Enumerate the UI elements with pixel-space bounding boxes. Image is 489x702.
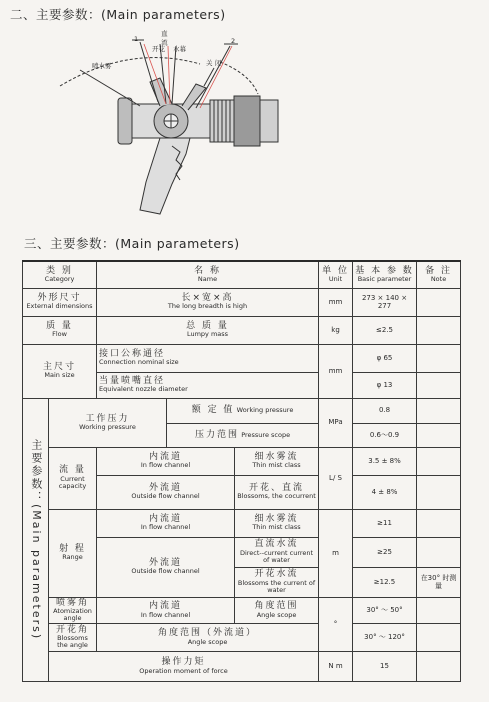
row-flow-mist-value: 3.5 ± 8%	[353, 447, 417, 475]
row-main-size-category: 主尺寸 Main size	[23, 344, 97, 398]
row-mass-name: 总 质 量 Lumpy mass	[97, 316, 319, 344]
row-external-category: 外形尺寸 External dimensions	[23, 288, 97, 316]
table-row	[23, 509, 461, 537]
table-row	[23, 344, 461, 372]
row-external-value: 273 × 140 × 277	[353, 288, 417, 316]
row-spray-angle-value: 30° ～ 50°	[353, 597, 417, 623]
row-flow-bloss-value: 4 ± 8%	[353, 475, 417, 509]
row-range-bloss-value: ≥12.5	[353, 567, 417, 597]
row-bloss-angle-value: 30° ～ 120°	[353, 623, 417, 651]
diagram-label-kaihua: 开花	[152, 45, 165, 53]
row-spray-category: 喷雾角 Atomization angle	[49, 597, 97, 623]
row-spray-note	[417, 597, 461, 623]
row-range-category: 射 程 Range	[49, 509, 97, 597]
row-range-mist-note	[417, 509, 461, 537]
row-main-size-unit: mm	[319, 344, 353, 398]
header-unit: 单 位 Unit	[319, 261, 353, 288]
diagram-label-shuimu: 水幕	[173, 45, 186, 53]
table-row	[23, 316, 461, 344]
row-mass-unit: kg	[319, 316, 353, 344]
row-range-mist-value: ≥11	[353, 509, 417, 537]
row-range-direct-value: ≥25	[353, 537, 417, 567]
main-parameters-table	[22, 260, 461, 682]
table-row	[23, 288, 461, 316]
row-flow-out-name: 外流道 Outside flow channel	[97, 475, 235, 509]
row-range-in-name: 内流道 In flow channel	[97, 509, 235, 537]
diagram-label-2: 2	[231, 37, 236, 45]
header-basic-parameter: 基 本 参 数 Basic parameter	[353, 261, 417, 288]
table-row	[23, 447, 461, 475]
row-force-unit: N m	[319, 651, 353, 681]
row-mass-note	[417, 316, 461, 344]
row-external-note	[417, 288, 461, 316]
row-external-name: 长×宽×高 The long breadth is high	[97, 288, 319, 316]
header-note: 备 注 Note	[417, 261, 461, 288]
row-connection-value: φ 65	[353, 344, 417, 372]
row-nozzle-value: φ 13	[353, 372, 417, 398]
table-row	[23, 623, 461, 651]
row-pressure-range-value: 0.6～0.9	[353, 423, 417, 447]
table-row	[23, 651, 461, 681]
diagram-label-guanbi: 关 闭	[206, 59, 222, 67]
row-range-bloss-name: 开花水流 Blossoms the current of water	[235, 567, 319, 597]
side-main-parameters-label: 主要参数：(Main parameters)	[23, 398, 49, 681]
row-force-note	[417, 651, 461, 681]
row-flow-unit: L/ S	[319, 447, 353, 509]
row-spray-angle-name: 角度范围 Angle scope	[235, 597, 319, 623]
row-external-unit: mm	[319, 288, 353, 316]
diagram-label-1: 1	[134, 35, 139, 43]
row-range-out-name: 外流道 Outside flow channel	[97, 537, 235, 597]
section-heading-mid: 三、主要参数：(Main parameters)	[24, 236, 240, 251]
header-category: 类 别 Category	[23, 261, 97, 288]
row-force-value: 15	[353, 651, 417, 681]
row-nozzle-note	[417, 372, 461, 398]
table-row	[23, 597, 461, 623]
row-flow-category: 流 量 Current capacity	[49, 447, 97, 509]
row-range-direct-note	[417, 537, 461, 567]
section-heading-top: 二、主要参数：(Main parameters)	[10, 7, 226, 22]
table-row	[23, 398, 461, 423]
row-pressure-range-note	[417, 423, 461, 447]
table-header-row	[23, 261, 461, 288]
row-range-bloss-note: 在30° 时测量	[417, 567, 461, 597]
row-pressure-unit: MPa	[319, 398, 353, 447]
row-flow-in-name: 内流道 In flow channel	[97, 447, 235, 475]
row-pressure-rated-note	[417, 398, 461, 423]
row-connection-note	[417, 344, 461, 372]
row-range-mist-name: 细水雾流 Thin mist class	[235, 509, 319, 537]
row-pressure-rated-value: 0.8	[353, 398, 417, 423]
row-flow-bloss-name: 开花、直流 Blossoms, the cocurrent	[235, 475, 319, 509]
row-pressure-category: 工作压力 Working pressure	[49, 398, 167, 447]
row-angle-unit: °	[319, 597, 353, 651]
row-connection-name: 接口公称通径 Connection nominal size	[97, 344, 319, 372]
diagram-label-zhili: 直 流	[159, 30, 168, 46]
row-range-unit: m	[319, 509, 353, 597]
row-bloss-angle-name: 角度范围（外流道） Angle scope	[97, 623, 319, 651]
row-pressure-rated-name: 额 定 值 Working pressure	[167, 398, 319, 423]
row-flow-mist-note	[417, 447, 461, 475]
row-range-direct-name: 直流水流 Direct--current current of water	[235, 537, 319, 567]
nozzle-diagram	[0, 24, 300, 224]
row-mass-category: 质 量 Flow	[23, 316, 97, 344]
diagram-label-penshuiwu: 喷水雾	[92, 62, 112, 70]
row-flow-mist-name: 细水雾流 Thin mist class	[235, 447, 319, 475]
row-mass-value: ≤2.5	[353, 316, 417, 344]
row-flow-bloss-note	[417, 475, 461, 509]
row-bloss-angle-note	[417, 623, 461, 651]
row-force-name: 操作力矩 Operation moment of force	[49, 651, 319, 681]
row-bloss-angle-category: 开花角 Blossoms the angle	[49, 623, 97, 651]
row-pressure-range-name: 压力范围 Pressure scope	[167, 423, 319, 447]
header-name: 名 称 Name	[97, 261, 319, 288]
row-nozzle-name: 当量喷嘴直径 Equivalent nozzle diameter	[97, 372, 319, 398]
row-spray-in-name: 内流道 In flow channel	[97, 597, 235, 623]
